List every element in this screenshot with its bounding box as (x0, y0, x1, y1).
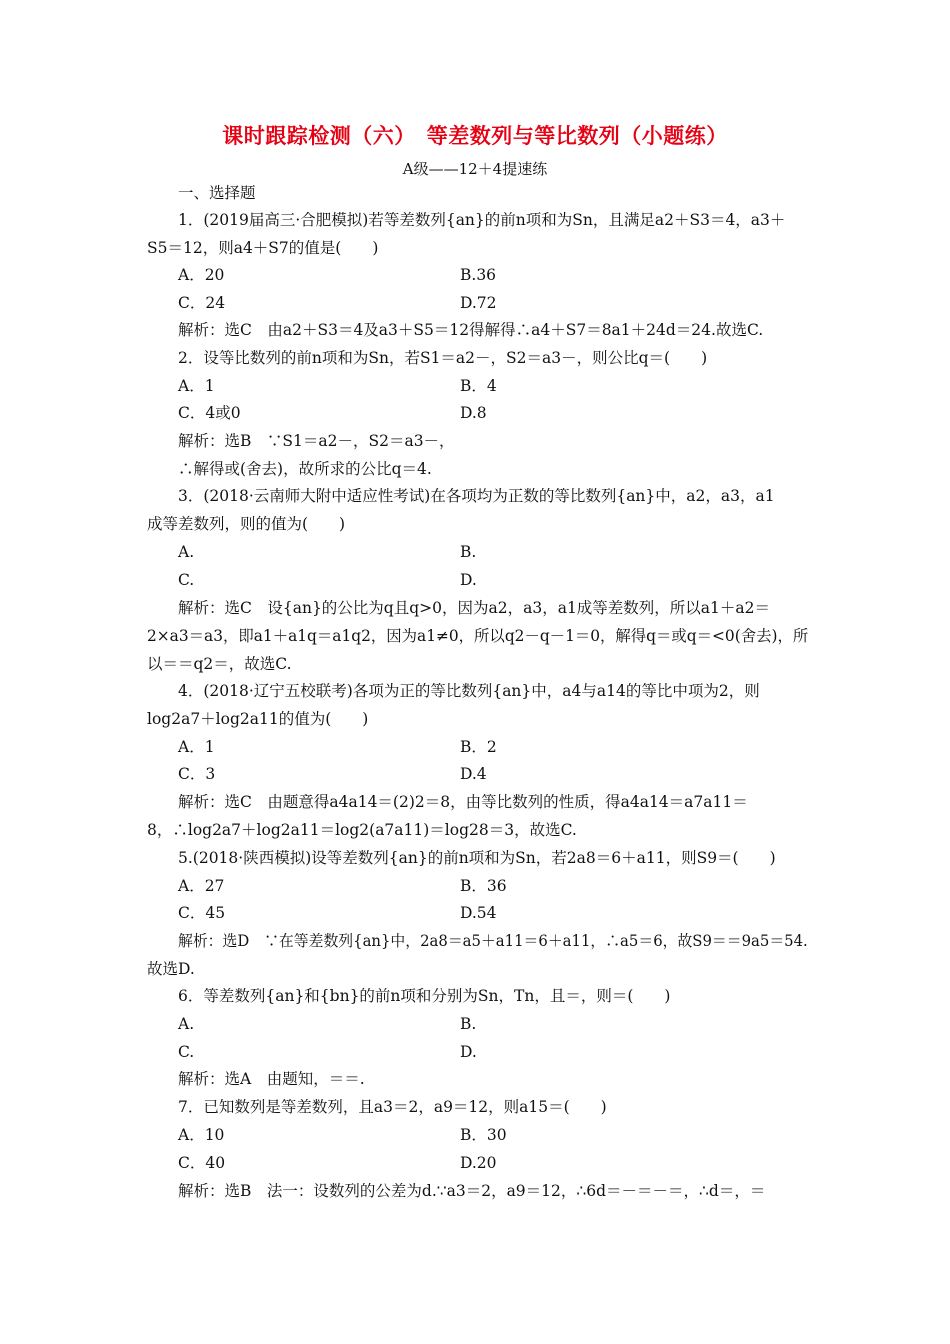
answer-6: 解析：选A 由题知，＝＝. (178, 1070, 365, 1088)
question-1-line-1: 1．(2019届高三·合肥模拟)若等差数列{an}的前n项和为Sn，且满足a2＋S3＝4，a3＋ (178, 211, 786, 229)
q3-option-c: C. (178, 571, 195, 589)
q2-option-b: B．4 (460, 377, 497, 395)
question-1-line-2: S5＝12，则a4＋S7的值是( ) (147, 239, 379, 257)
q6-option-c: C. (178, 1043, 195, 1061)
answer-5-line-1: 解析：选D ∵在等差数列{an}中，2a8＝a5＋a11＝6＋a11，∴a5＝6，故S9＝＝9a5＝54. (178, 932, 808, 950)
q5-option-d: D.54 (460, 904, 497, 922)
question-6: 6．等差数列{an}和{bn}的前n项和分别为Sn，Tn，且＝，则＝( ) (178, 987, 671, 1005)
question-7: 7．已知数列是等差数列，且a3＝2，a9＝12，则a15＝( ) (178, 1098, 607, 1116)
q6-option-d: D. (460, 1043, 477, 1061)
question-3-line-2: 成等差数列，则的值为( ) (147, 515, 346, 533)
q6-option-a: A. (178, 1015, 195, 1033)
page-title: 课时跟踪检测（六） 等差数列与等比数列（小题练） (222, 124, 728, 148)
q1-option-a: A．20 (178, 266, 225, 284)
answer-3-line-1: 解析：选C 设{an}的公比为q且q>0，因为a2，a3，a1成等差数列，所以a1＋a2＝ (178, 599, 771, 617)
q3-option-a: A. (178, 543, 195, 561)
q7-option-a: A．10 (178, 1126, 225, 1144)
q4-option-d: D.4 (460, 765, 487, 783)
q7-option-d: D.20 (460, 1154, 497, 1172)
q1-option-d: D.72 (460, 294, 497, 312)
q5-option-a: A．27 (178, 877, 225, 895)
q7-option-c: C．40 (178, 1154, 226, 1172)
question-2: 2．设等比数列的前n项和为Sn，若S1＝a2－，S2＝a3－，则公比q＝( ) (178, 349, 708, 367)
q1-option-b: B.36 (460, 266, 497, 284)
answer-7: 解析：选B 法一：设数列的公差为d.∵a3＝2，a9＝12，∴6d＝－＝－＝，∴d＝，＝ (178, 1182, 766, 1200)
q5-option-b: B．36 (460, 877, 507, 895)
answer-4-line-1: 解析：选C 由题意得a4a14＝(2)2＝8，由等比数列的性质，得a4a14＝a7a11＝ (178, 793, 748, 811)
q2-option-a: A．1 (178, 377, 215, 395)
q3-option-b: B. (460, 543, 477, 561)
q4-option-a: A．1 (178, 738, 215, 756)
answer-3-line-2: 2×a3＝a3，即a1＋a1q＝a1q2，因为a1≠0，所以q2－q－1＝0，解得q＝或q＝<0(舍去)，所 (147, 627, 809, 645)
q7-option-b: B．30 (460, 1126, 507, 1144)
q2-option-d: D.8 (460, 404, 487, 422)
answer-1: 解析：选C 由a2＋S3＝4及a3＋S5＝12得解得∴a4＋S7＝8a1＋24d＝24.故选C. (178, 321, 764, 339)
q4-option-b: B．2 (460, 738, 497, 756)
question-4-line-2: log2a7＋log2a11的值为( ) (147, 710, 369, 728)
q6-option-b: B. (460, 1015, 477, 1033)
answer-5-line-2: 故选D. (147, 960, 195, 978)
answer-2-line-2: ∴解得或(舍去)，故所求的公比q＝4. (178, 460, 432, 478)
q5-option-c: C．45 (178, 904, 226, 922)
question-3-line-1: 3．(2018·云南师大附中适应性考试)在各项均为正数的等比数列{an}中，a2，a3，a1 (178, 487, 775, 505)
page-subtitle: A级——12＋4提速练 (402, 160, 548, 178)
question-4-line-1: 4．(2018·辽宁五校联考)各项为正的等比数列{an}中，a4与a14的等比中项为2，则 (178, 682, 760, 700)
q1-option-c: C．24 (178, 294, 226, 312)
answer-2-line-1: 解析：选B ∵S1＝a2－，S2＝a3－， (178, 432, 455, 450)
q4-option-c: C．3 (178, 765, 216, 783)
question-5: 5.(2018·陕西模拟)设等差数列{an}的前n项和为Sn，若2a8＝6＋a11，则S9＝( ) (178, 849, 776, 867)
q2-option-c: C．4或0 (178, 404, 241, 422)
q3-option-d: D. (460, 571, 477, 589)
answer-3-line-3: 以＝＝q2＝，故选C. (147, 655, 292, 673)
section-heading: 一、选择题 (178, 184, 256, 202)
answer-4-line-2: 8，∴log2a7＋log2a11＝log2(a7a11)＝log28＝3，故选C. (147, 821, 577, 839)
